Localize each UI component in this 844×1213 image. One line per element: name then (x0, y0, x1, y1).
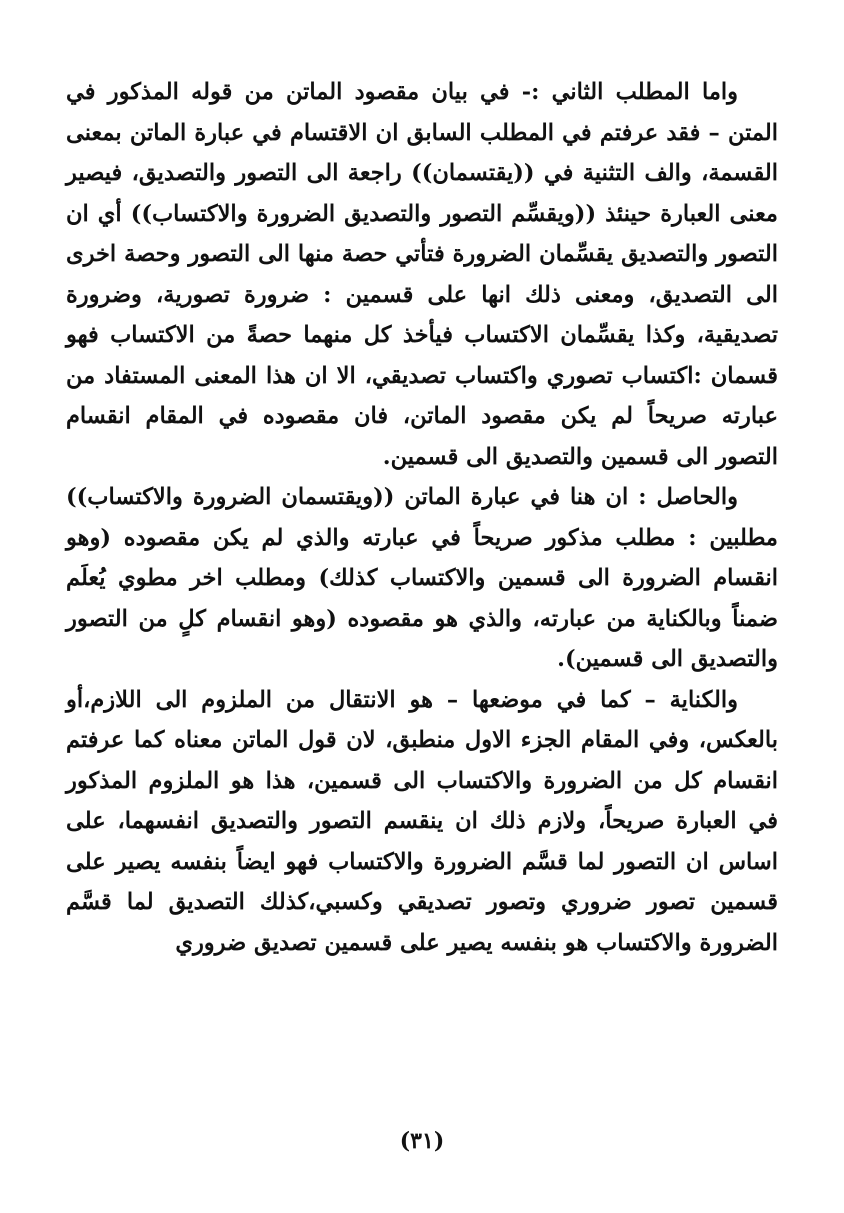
body-text (66, 72, 778, 963)
paragraph-2: والحاصل : ان هنا في عبارة الماتن ((ويقتسمان الضرورة والاكتساب)) مطلبين : مطلب مذكور صريحاً في عبارته والذي لم يكن مقصوده (وهو انقسام الضرورة الى قسمين والاكتساب كذلك) ومطلب اخر مطوي يُعلَم ضمناً وبالكناية من عبارته، والذي هو مقصوده (وهو انقسام كلٍ من التصور والتصديق الى قسمين). (66, 484, 778, 672)
paragraph-1: واما المطلب الثاني :- في بيان مقصود الماتن من قوله المذكور في المتن – فقد عرفتم في المطلب السابق ان الاقتسام في عبارة الماتن بمعنى القسمة، والف التثنية في ((يقتسمان)) راجعة الى التصور والتصديق، فيصير معنى العبارة حينئذ ((ويقسِّم التصور والتصديق الضرورة والاكتساب)) أي ان التصور والتصديق يقسِّمان الضرورة فتأتي حصة منها الى التصور وحصة اخرى الى التصديق، ومعنى ذلك انها على قسمين : ضرورة تصورية، وضرورة تصديقية، وكذا يقسِّمان الاكتساب فيأخذ كل منهما حصةً من الاكتساب فهو قسمان :اكتساب تصوري واكتساب تصديقي، الا ان هذا المعنى المستفاد من عبارته صريحاً لم يكن مقصود الماتن، فان مقصوده في المقام انقسام التصور الى قسمين والتصديق الى قسمين. (66, 79, 778, 470)
paragraph-3: والكناية – كما في موضعها – هو الانتقال من الملزوم الى اللازم،أو بالعكس، وفي المقام الجزء الاول منطبق، لان قول الماتن معناه كما عرفتم انقسام كل من الضرورة والاكتساب الى قسمين، هذا هو الملزوم المذكور في العبارة صريحاً، ولازم ذلك ان ينقسم التصور والتصديق انفسهما، على اساس ان التصور لما قسَّم الضرورة والاكتساب فهو ايضاً بنفسه يصير على قسمين تصور ضروري وتصور تصديقي وكسبي،كذلك التصديق لما قسَّم الضرورة والاكتساب هو بنفسه يصير على قسمين تصديق ضروري (66, 686, 778, 956)
page-number: (٣١) (399, 1128, 445, 1154)
